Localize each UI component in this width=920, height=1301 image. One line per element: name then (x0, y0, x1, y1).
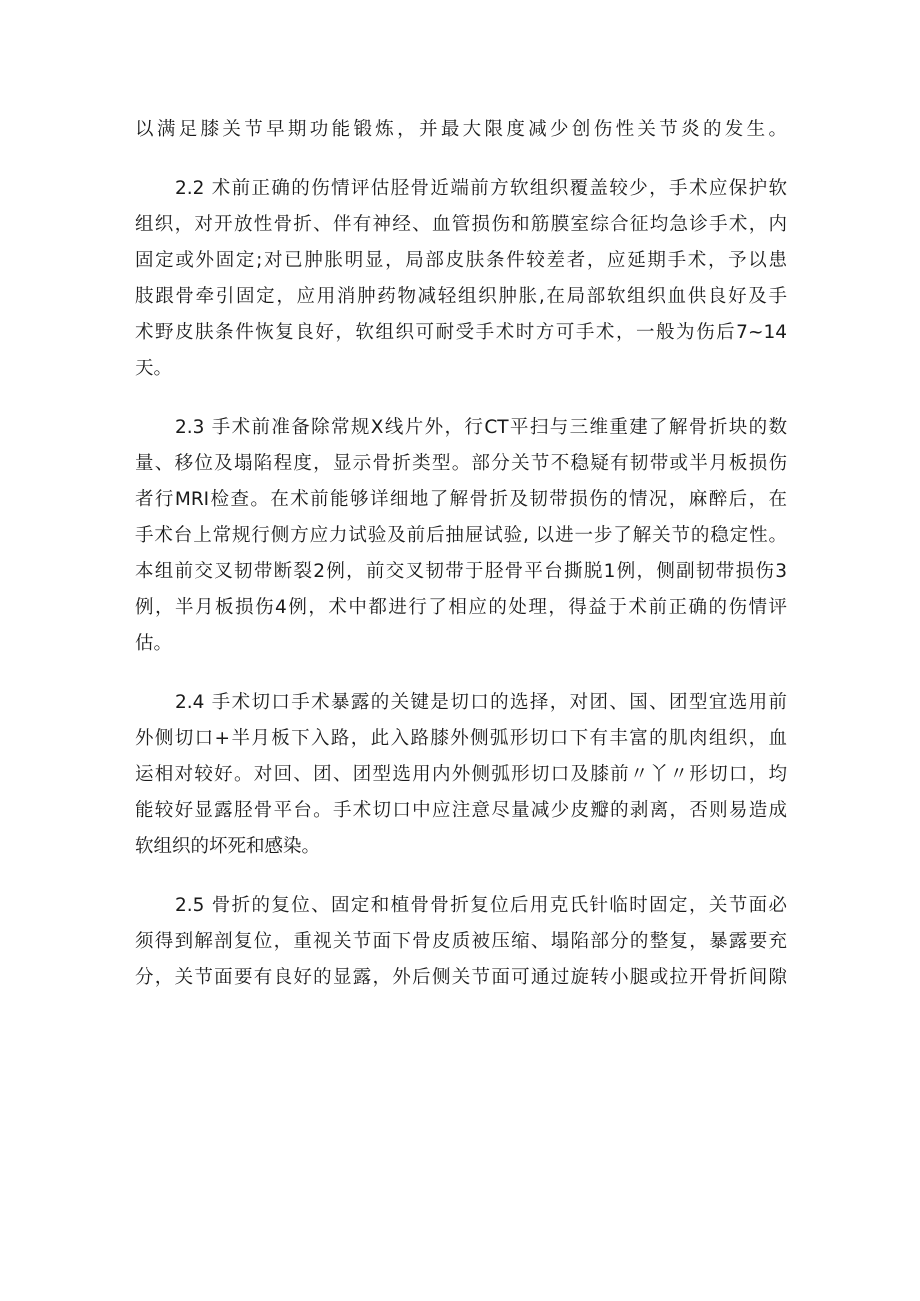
paragraph-intro-tail (135, 112, 787, 148)
text-line: 估。 (135, 633, 173, 654)
text-line: 须得到解剖复位，重视关节面下骨皮质被压缩、塌陷部分的整复，暴露要充 (135, 931, 787, 952)
text-line: 软组织的坏死和感染。 (135, 836, 321, 857)
text-line: 手术台上常规行侧方应力试验及前后抽屉试验, 以进一步了解关节的稳定性。 (135, 525, 787, 546)
paragraph-section-2-4 (135, 685, 787, 865)
text-line: 天。 (135, 358, 173, 379)
paragraph-section-2-2 (135, 171, 787, 387)
text-line: 能较好显露胫骨平台。手术切口中应注意尽量减少皮瓣的剥离，否则易造成 (135, 800, 787, 821)
text-line: 外侧切口+半月板下入路，此入路膝外侧弧形切口下有丰富的肌肉组织，血 (135, 728, 787, 749)
section-heading-line: 2.5 骨折的复位、固定和植骨骨折复位后用克氏针临时固定，关节面必 (175, 895, 787, 916)
text-line: 肢跟骨牵引固定，应用消肿药物减轻组织肿胀,在局部软组织血供良好及手 (135, 286, 787, 307)
text-line: 者行MRI检查。在术前能够详细地了解骨折及韧带损伤的情况，麻醉后，在 (135, 489, 787, 510)
text-line: 运相对较好。对回、团、团型选用内外侧弧形切口及膝前〃丫〃形切口，均 (135, 764, 787, 785)
text-line: 固定或外固定;对已肿胀明显，局部皮肤条件较差者，应延期手术，予以患 (135, 250, 787, 271)
body-text (135, 112, 787, 996)
text-line: 术野皮肤条件恢复良好，软组织可耐受手术时方可手术，一般为伤后7~14 (135, 322, 787, 343)
text-line: 以满足膝关节早期功能锻炼，并最大限度减少创伤性关节炎的发生。 (135, 119, 787, 140)
text-line: 例，半月板损伤4例，术中都进行了相应的处理，得益于术前正确的伤情评 (135, 597, 787, 618)
paragraph-section-2-5 (135, 888, 787, 996)
section-heading-line: 2.2 术前正确的伤情评估胫骨近端前方软组织覆盖较少，手术应保护软 (175, 178, 787, 199)
section-heading-line: 2.3 手术前准备除常规X线片外，行CT平扫与三维重建了解骨折块的数 (175, 417, 787, 438)
text-line: 组织，对开放性骨折、伴有神经、血管损伤和筋膜室综合征均急诊手术，内 (135, 214, 787, 235)
section-heading-line: 2.4 手术切口手术暴露的关键是切口的选择，对团、国、团型宜选用前 (175, 692, 787, 713)
text-line: 分，关节面要有良好的显露，外后侧关节面可通过旋转小腿或拉开骨折间隙 (135, 967, 787, 988)
paragraph-section-2-3 (135, 410, 787, 662)
text-line: 量、移位及塌陷程度，显示骨折类型。部分关节不稳疑有韧带或半月板损伤 (135, 453, 787, 474)
text-line: 本组前交叉韧带断裂2例，前交叉韧带于胫骨平台撕脱1例，侧副韧带损伤3 (135, 561, 787, 582)
